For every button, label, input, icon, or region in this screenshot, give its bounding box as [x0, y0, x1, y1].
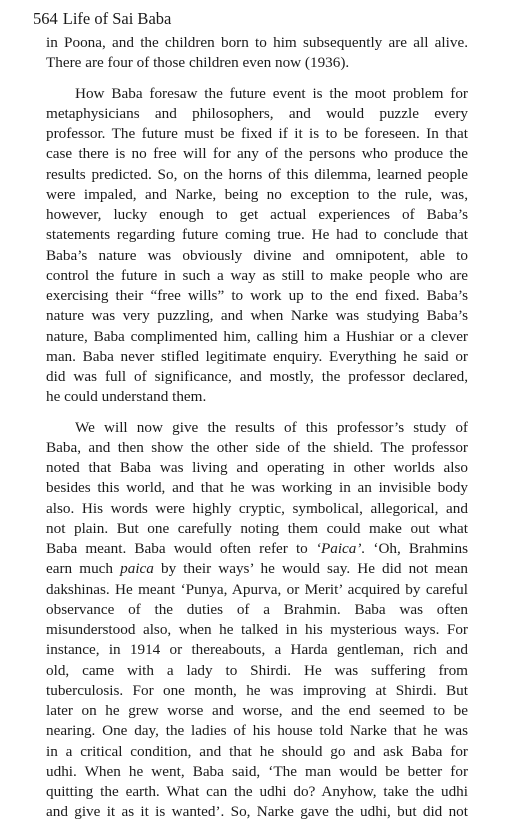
text-line: he could understand them. — [46, 388, 207, 406]
text-line: udhi. When he went, Baba said, ‘The man would be better for — [46, 762, 468, 780]
italic-term: paica — [120, 560, 154, 578]
text-line-mixed — [46, 559, 468, 579]
text-line: statements regarding future coming true. He had to conclude that — [46, 226, 468, 244]
text-line: tuberculosis. For one month, he was improving at Shirdi. But — [46, 681, 468, 699]
text-line: misunderstood also, when he talked in his mysterious ways. For — [46, 621, 468, 638]
text-fragment: ‘Oh, Brahmins — [365, 540, 468, 557]
text-line: not plain. But one carefully noting them could make out what — [46, 519, 468, 537]
text-line: How Baba foresaw the future event is the moot problem for — [75, 84, 468, 102]
text-line: later on he grew worse and worse, and the end seemed to be — [46, 702, 468, 719]
text-line: man. Baba never stifled legitimate enquiry. Everything he said or — [46, 347, 468, 365]
text-line: nature, Baba complimented him, calling him a Hushiar or a clever — [46, 327, 468, 345]
running-header — [33, 8, 171, 30]
text-line: in Poona, and the children born to him subsequently are all alive. — [46, 34, 468, 51]
text-line: results predicted. So, on the horns of this dilemma, learned people — [46, 165, 468, 183]
text-line: Baba’s nature was obviously divine and omnipotent, able to — [46, 246, 468, 264]
text-line: observance of the duties of a Brahmin. Baba was often — [46, 600, 468, 618]
text-line: case there is no free will for any of the persons who produce the — [46, 145, 468, 163]
text-line: nature was very puzzling, and when Narke was studying Baba’s — [46, 307, 468, 325]
text-line: and give it as it is wanted’. So, Narke gave the udhi, but did not — [46, 803, 468, 821]
text-fragment: by their ways’ he would say. He did not mean — [153, 560, 469, 578]
italic-term: ‘Paica’. — [315, 540, 366, 557]
text-line: dakshinas. He meant ‘Punya, Apurva, or Merit’ acquired by careful — [46, 580, 468, 598]
text-line: nearing. One day, the ladies of his house told Narke that he was — [46, 722, 468, 740]
text-line: instance, in 1914 or thereabouts, a Harda gentleman, rich and — [46, 641, 468, 659]
text-line: control the future in such a way as still to make people who are — [46, 266, 468, 284]
text-line: were impaled, and Narke, being no exception to the rule, was, — [46, 185, 468, 203]
text-line: also. His words were highly cryptic, symbolical, allegorical, and — [46, 499, 468, 517]
text-line: exercising their “free wills” to work up to the end fixed. Baba’s — [46, 287, 468, 304]
body-text — [46, 33, 468, 823]
text-line: besides this world, and that he was working in an invisible body — [46, 479, 468, 497]
text-fragment: earn much — [46, 560, 113, 578]
paragraph-3 — [46, 418, 468, 823]
text-line: There are four of those children even now (1936). — [46, 54, 350, 72]
paragraph-1 — [46, 33, 468, 74]
text-line: noted that Baba was living and operating in other worlds also — [46, 459, 468, 476]
text-fragment: Baba meant. Baba would often refer to — [46, 540, 308, 557]
text-line: Baba, and then show the other side of the shield. The professor — [46, 438, 468, 456]
text-line: We will now give the results of this professor’s study of — [75, 418, 468, 436]
page-number: 564 — [33, 9, 58, 28]
text-line: old, came with a lady to Shirdi. He was suffering from — [46, 661, 468, 679]
text-line: quitting the earth. What can the udhi do? Anyhow, take the udhi — [46, 783, 468, 800]
text-line: professor. The future must be fixed if it is to be foreseen. In that — [46, 125, 468, 142]
text-line: metaphysicians and philosophers, and would puzzle every — [46, 104, 468, 122]
text-line: in a critical condition, and that he should go and ask Baba for — [46, 742, 468, 760]
text-line: did was full of significance, and mostly, the professor declared, — [46, 368, 468, 385]
paragraph-2 — [46, 84, 468, 408]
book-title: Life of Sai Baba — [62, 9, 172, 28]
text-line: however, lucky enough to get actual experiences of Baba’s — [46, 206, 468, 223]
text-line-mixed — [46, 539, 468, 559]
